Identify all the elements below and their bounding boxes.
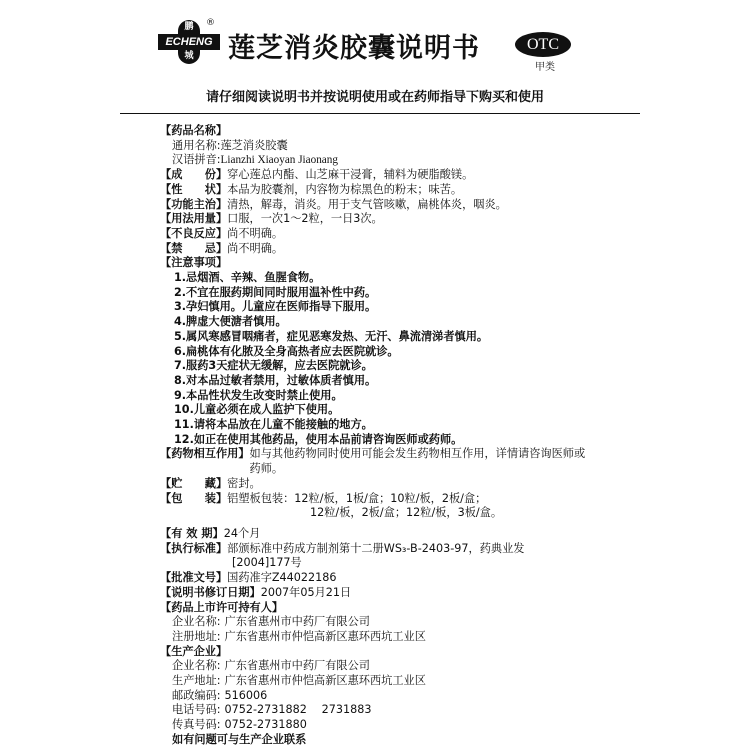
precaution-item: 6.扁桃体有化脓及全身高热者应去医院就诊。 [174, 344, 399, 358]
manufacturer-heading: 【生产企业】 [160, 644, 228, 658]
pinyin-row [160, 153, 590, 168]
generic-name-label: 通用名称: [172, 138, 221, 152]
standard-value-continued: [2004]177号 [232, 556, 302, 570]
package-line-1: 铝塑板包装：12粒/板，1板/盒；10粒/板，2板/盒； [227, 491, 487, 505]
validity-label: 【有 效 期】 [160, 526, 224, 540]
generic-name-value: 莲芝消炎胶囊 [220, 138, 288, 152]
registered-mark: ® [206, 18, 215, 28]
brand-logo [158, 20, 220, 70]
dosage-row [160, 212, 590, 227]
storage-label: 【贮 藏】 [160, 476, 228, 490]
tel-value: 0752-2731882 2731883 [224, 703, 372, 717]
validity-value: 24个月 [223, 526, 261, 540]
holder-name-label: 企业名称: [172, 615, 221, 629]
tel-row [160, 703, 590, 718]
logo-top-glyph: 鹏 [178, 20, 200, 34]
ingredients-label: 【成 份】 [160, 168, 228, 182]
standard-label: 【执行标准】 [160, 541, 228, 555]
manufacturer-address-label: 生产地址: [172, 674, 221, 688]
precaution-item: 3.孕妇慎用。儿童应在医师指导下服用。 [174, 300, 377, 314]
logo-bottom-glyph: 城 [178, 50, 200, 64]
header [0, 0, 750, 75]
ingredients-row [160, 168, 590, 183]
zip-label: 邮政编码: [172, 688, 221, 702]
package-line-2: 12粒/板，2板/盒；12粒/板，3板/盒。 [310, 506, 503, 520]
zip-value: 516006 [224, 688, 268, 702]
tel-label: 电话号码: [172, 703, 221, 717]
precaution-item: 10.儿童必须在成人监护下使用。 [174, 403, 340, 417]
adverse-row [160, 227, 590, 242]
usage-warning: 请仔细阅读说明书并按说明使用或在药师指导下购买和使用 [205, 90, 544, 105]
otc-class-label: 甲类 [535, 62, 555, 73]
standard-row [160, 542, 590, 557]
document-title: 莲芝消炎胶囊说明书 [228, 33, 480, 64]
divider [120, 113, 640, 114]
package-label: 【包 装】 [160, 491, 228, 505]
adverse-label: 【不良反应】 [160, 226, 228, 240]
indications-row [160, 198, 590, 213]
indications-label: 【功能主治】 [160, 197, 228, 211]
character-row [160, 183, 590, 198]
adverse-value: 尚不明确。 [227, 226, 284, 240]
manufacturer-address-value: 广东省惠州市仲恺高新区惠环西坑工业区 [224, 674, 426, 688]
precaution-item: 9.本品性状发生改变时禁止使用。 [174, 388, 343, 402]
precaution-item: 2.不宜在服药期间同时服用温补性中药。 [174, 285, 377, 299]
fax-row [160, 718, 590, 733]
drug-name-heading: 【药品名称】 [160, 124, 228, 137]
dosage-label: 【用法用量】 [160, 212, 228, 226]
pinyin-value: Lianzhi Xiaoyan Jiaonang [220, 154, 338, 167]
logo-brand-text: ECHENG [158, 34, 220, 50]
precaution-item: 4.脾虚大便溏者慎用。 [174, 315, 287, 329]
indications-value: 清热，解毒，消炎。用于支气管咳嗽，扁桃体炎，咽炎。 [227, 197, 507, 211]
approval-row [160, 571, 590, 586]
character-label: 【性 状】 [160, 182, 228, 196]
approval-value: 国药准字Z44022186 [227, 571, 337, 585]
dosage-value: 口服，一次1～2粒，一日3次。 [227, 212, 383, 226]
contraindications-value: 尚不明确。 [227, 241, 284, 255]
package-row [160, 492, 590, 507]
precaution-item: 7.服药3天症状无缓解，应去医院就诊。 [174, 359, 373, 373]
storage-value: 密封。 [227, 476, 261, 490]
interactions-label: 【药物相互作用】 [160, 447, 250, 461]
contraindications-row [160, 242, 590, 257]
manufacturer-name-value: 广东省惠州市中药厂有限公司 [224, 659, 370, 673]
ingredients-value: 穿心莲总内酯、山芝麻干浸膏，辅料为硬脂酸镁。 [227, 168, 474, 182]
character-value: 本品为胶囊剂，内容物为棕黑色的粉末；味苦。 [227, 182, 463, 196]
pinyin-label: 汉语拼音: [172, 153, 221, 167]
holder-address-value: 广东省惠州市仲恺高新区惠环西坑工业区 [224, 629, 426, 643]
leaflet-content [160, 124, 590, 748]
fax-label: 传真号码: [172, 718, 221, 732]
contact-note: 如有问题可与生产企业联系 [172, 732, 307, 746]
manufacturer-name-row [160, 659, 590, 674]
precautions-heading: 【注意事项】 [160, 256, 228, 270]
holder-address-row [160, 630, 590, 645]
standard-value: 部颁标准中药成方制剂第十二册WS₃-B-2403-97，药典业发 [227, 541, 525, 555]
holder-address-label: 注册地址: [172, 629, 221, 643]
storage-row [160, 477, 590, 492]
precaution-item: 11.请将本品放在儿童不能接触的地方。 [174, 418, 373, 432]
interactions-row [160, 447, 590, 476]
holder-heading: 【药品上市许可持有人】 [160, 600, 284, 614]
precaution-item: 8.对本品过敏者禁用，过敏体质者慎用。 [174, 373, 377, 387]
holder-name-row [160, 615, 590, 630]
revision-value: 2007年05月21日 [260, 585, 352, 599]
approval-label: 【批准文号】 [160, 571, 228, 585]
manufacturer-name-label: 企业名称: [172, 659, 221, 673]
generic-name-row [160, 139, 590, 154]
revision-label: 【说明书修订日期】 [160, 585, 261, 599]
precaution-item: 1.忌烟酒、辛辣、鱼腥食物。 [174, 271, 321, 285]
holder-name-value: 广东省惠州市中药厂有限公司 [224, 615, 370, 629]
otc-badge: OTC [515, 32, 571, 57]
precaution-item: 5.属风寒感冒咽痛者，症见恶寒发热、无汗、鼻流清涕者慎用。 [174, 329, 489, 343]
precaution-item: 12.如正在使用其他药品，使用本品前请咨询医师或药师。 [174, 432, 463, 446]
revision-row [160, 586, 590, 601]
fax-value: 0752-2731880 [224, 718, 307, 732]
contraindications-label: 【禁 忌】 [160, 241, 228, 255]
interactions-value: 如与其他药物同时使用可能会发生药物相互作用，详情请咨询医师或药师。 [249, 447, 586, 476]
zip-row [160, 689, 590, 704]
validity-row [160, 527, 590, 542]
manufacturer-address-row [160, 674, 590, 689]
